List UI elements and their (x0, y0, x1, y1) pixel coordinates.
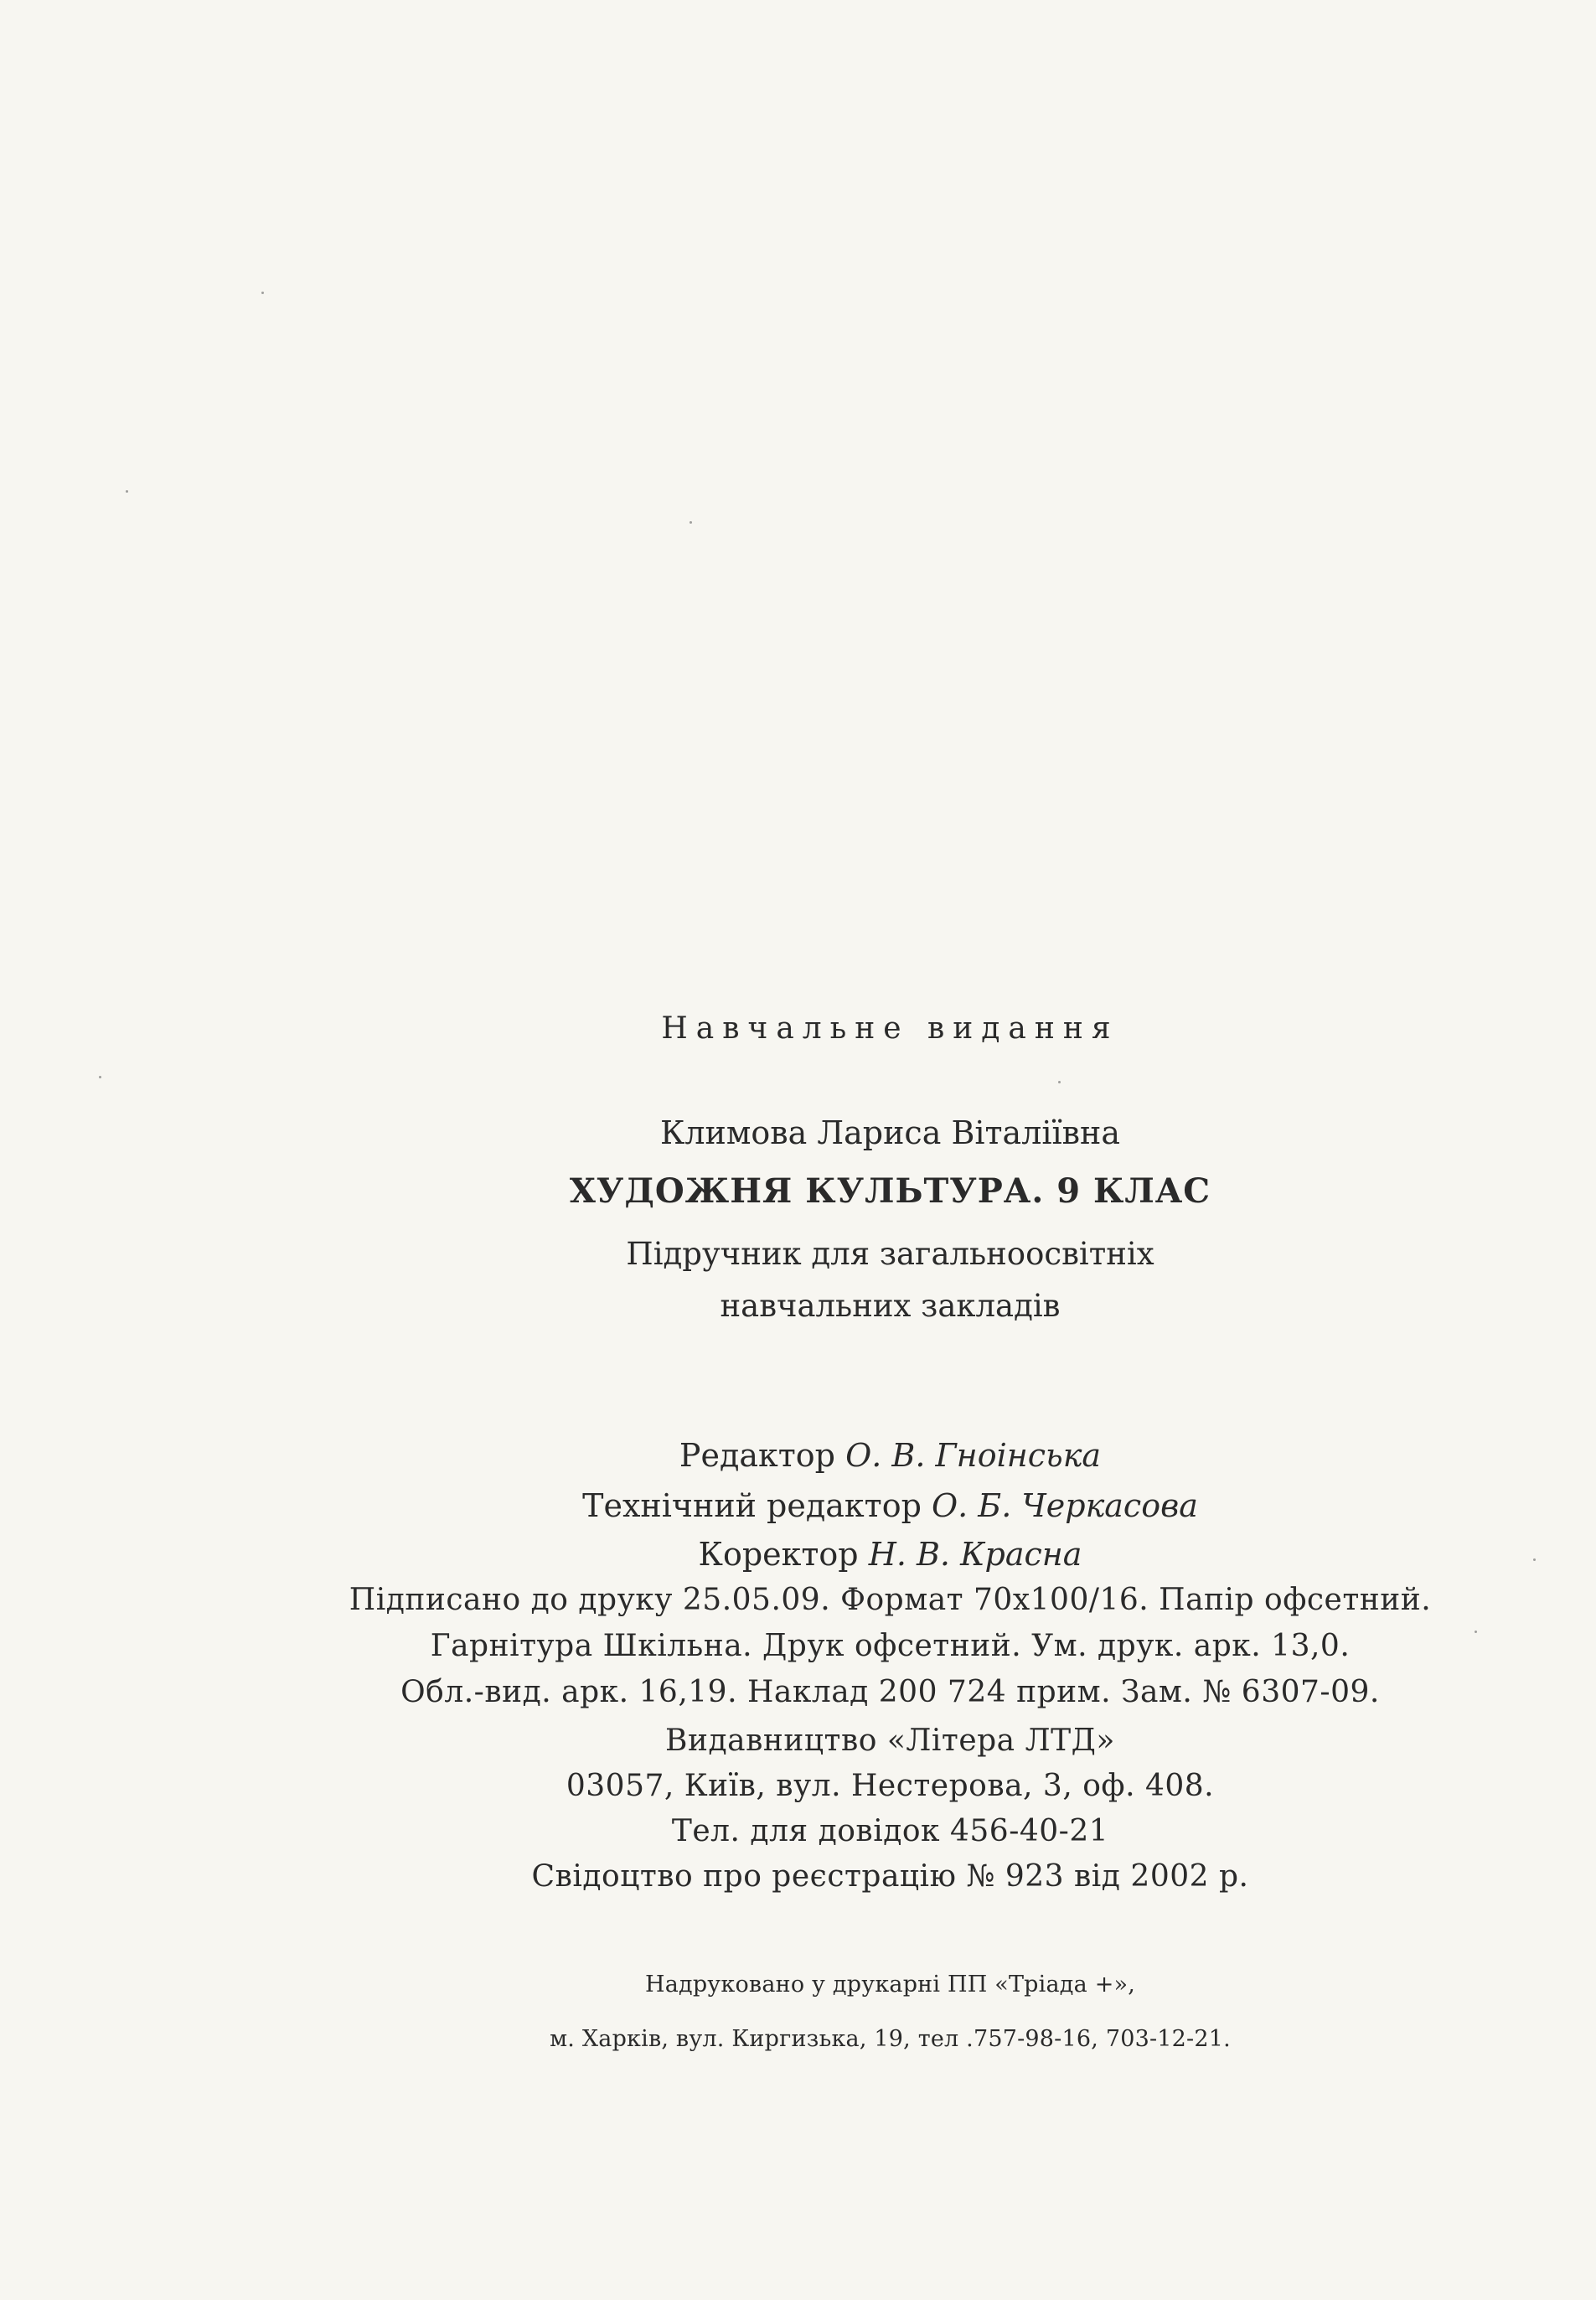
print-specs-line-2: Гарнітура Шкільна. Друк офсетний. Ум. друк. арк. 13,0. (430, 1629, 1351, 1663)
author-name: Климова Лариса Віталіївна (659, 1114, 1121, 1151)
credit-role: Коректор (698, 1536, 859, 1573)
credit-name: О. В. Гноінська (845, 1437, 1102, 1474)
paper-speck (1058, 1081, 1061, 1083)
print-specs-line-1: Підписано до друку 25.05.09. Формат 70x100/16. Папір офсетний. (349, 1583, 1432, 1617)
paper-speck (1475, 1631, 1477, 1633)
paper-speck (126, 490, 128, 493)
paper-speck (99, 1076, 101, 1078)
publisher-phone: Тел. для довідок 456-40-21 (671, 1814, 1109, 1848)
credit-role: Редактор (679, 1437, 836, 1474)
credit-role: Технічний редактор (582, 1487, 922, 1524)
paper-speck (690, 521, 692, 524)
paper-speck (261, 292, 264, 294)
publisher-name: Видавництво «Літера ЛТД» (665, 1724, 1115, 1758)
publisher-address: 03057, Київ, вул. Нестерова, 3, оф. 408. (566, 1769, 1215, 1803)
print-specs-line-3: Обл.-вид. арк. 16,19. Наклад 200 724 прим. Зам. № 6307-09. (400, 1675, 1380, 1709)
book-subtitle-line-2: навчальних закладів (720, 1288, 1061, 1324)
credit-name: О. Б. Черкасова (932, 1487, 1198, 1524)
book-title: ХУДОЖНЯ КУЛЬТУРА. 9 КЛАС (569, 1171, 1211, 1211)
credit-name: Н. В. Красна (868, 1536, 1082, 1573)
paper-speck (1533, 1558, 1536, 1561)
printer-line-1: Надруковано у друкарні ПП «Тріада +», (644, 1972, 1136, 1998)
credit-editor (92, 1437, 1596, 1474)
registration-certificate: Свідоцтво про реєстрацію № 923 від 2002 р. (531, 1859, 1249, 1894)
credit-proofreader (92, 1536, 1596, 1573)
printer-line-2: м. Харків, вул. Киргизька, 19, тел .757-98-16, 703-12-21. (550, 2026, 1231, 2052)
credit-technical-editor (92, 1487, 1596, 1524)
publication-type: Навчальне видання (661, 1011, 1119, 1046)
book-subtitle-line-1: Підручник для загальноосвітніх (626, 1236, 1154, 1272)
